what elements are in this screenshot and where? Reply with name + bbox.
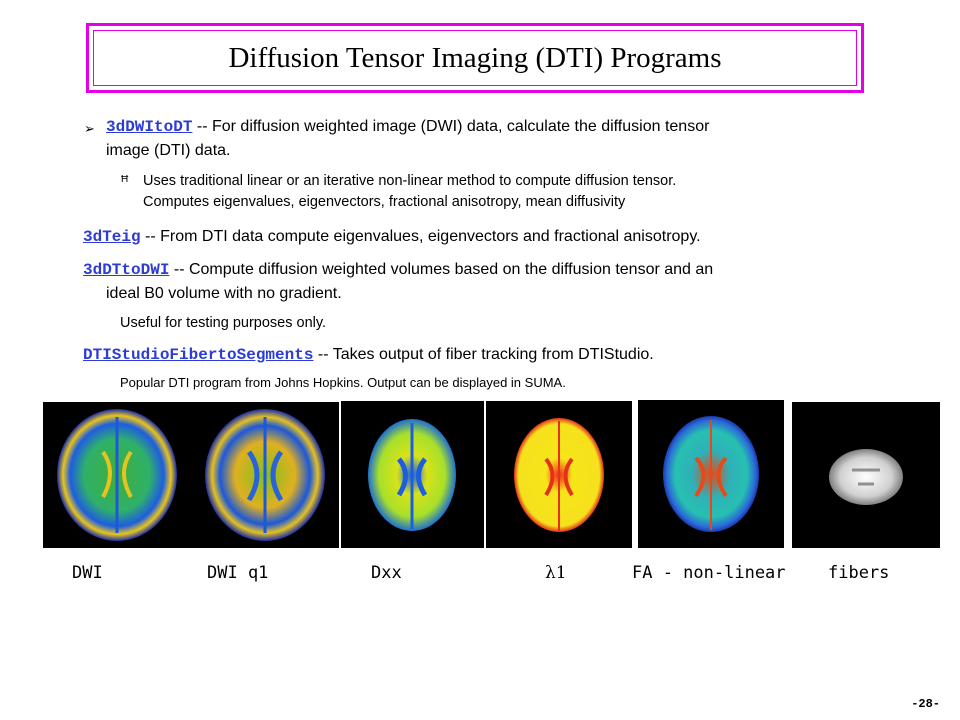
note-testing: Useful for testing purposes only. [120, 315, 327, 331]
sub-desc-line1: Uses traditional linear or an iterative non-linear method to compute diffusion tensor. [143, 173, 677, 189]
lambda1-image [486, 401, 632, 548]
link-3dDWItoDT[interactable]: 3dDWItoDT [106, 118, 193, 136]
sub-desc-line2: Computes eigenvalues, eigenvectors, fractional anisotropy, mean diffusivity [143, 194, 626, 210]
item-3dDTtoDWI [83, 259, 713, 281]
title-frame [86, 23, 864, 93]
item-3dTeig [83, 226, 701, 248]
item-desc: -- Compute diffusion weighted volumes based on the diffusion tensor and an [169, 261, 714, 278]
dwi-q1-image [191, 402, 339, 548]
title-inner-frame [93, 30, 857, 86]
item-desc-continued: image (DTI) data. [106, 142, 231, 159]
item-DTIStudioFibertoSegments [83, 344, 654, 366]
fa-image [638, 400, 784, 548]
item-desc: -- From DTI data compute eigenvalues, eigenvectors and fractional anisotropy. [140, 228, 701, 245]
dwi-image [43, 402, 191, 548]
caption-dwi: DWI [72, 563, 103, 583]
dxx-image [341, 401, 484, 548]
link-DTIStudioFibertoSegments[interactable]: DTIStudioFibertoSegments [83, 346, 314, 364]
sub-bullet-icon: Ħ [121, 174, 129, 185]
link-3dTeig[interactable]: 3dTeig [83, 228, 141, 246]
caption-dxx: Dxx [371, 563, 402, 583]
item-3dDWItoDT [106, 116, 709, 138]
caption-fa: FA - non-linear [632, 563, 786, 583]
fibers-image [792, 402, 940, 548]
page-number: -28- [911, 697, 940, 711]
item-desc: -- Takes output of fiber tracking from DTIStudio. [313, 346, 654, 363]
caption-fibers: fibers [828, 563, 890, 583]
arrow-bullet-icon: ➢ [84, 121, 95, 136]
caption-dwi-q1: DWI q1 [207, 563, 269, 583]
note-dtistudio: Popular DTI program from Johns Hopkins. Output can be displayed in SUMA. [120, 375, 566, 390]
page-title: Diffusion Tensor Imaging (DTI) Programs [228, 41, 722, 74]
item-desc: -- For diffusion weighted image (DWI) data, calculate the diffusion tensor [192, 118, 710, 135]
link-3dDTtoDWI[interactable]: 3dDTtoDWI [83, 261, 170, 279]
item-desc-continued: ideal B0 volume with no gradient. [106, 285, 342, 302]
caption-lambda1: λ1 [545, 563, 567, 583]
